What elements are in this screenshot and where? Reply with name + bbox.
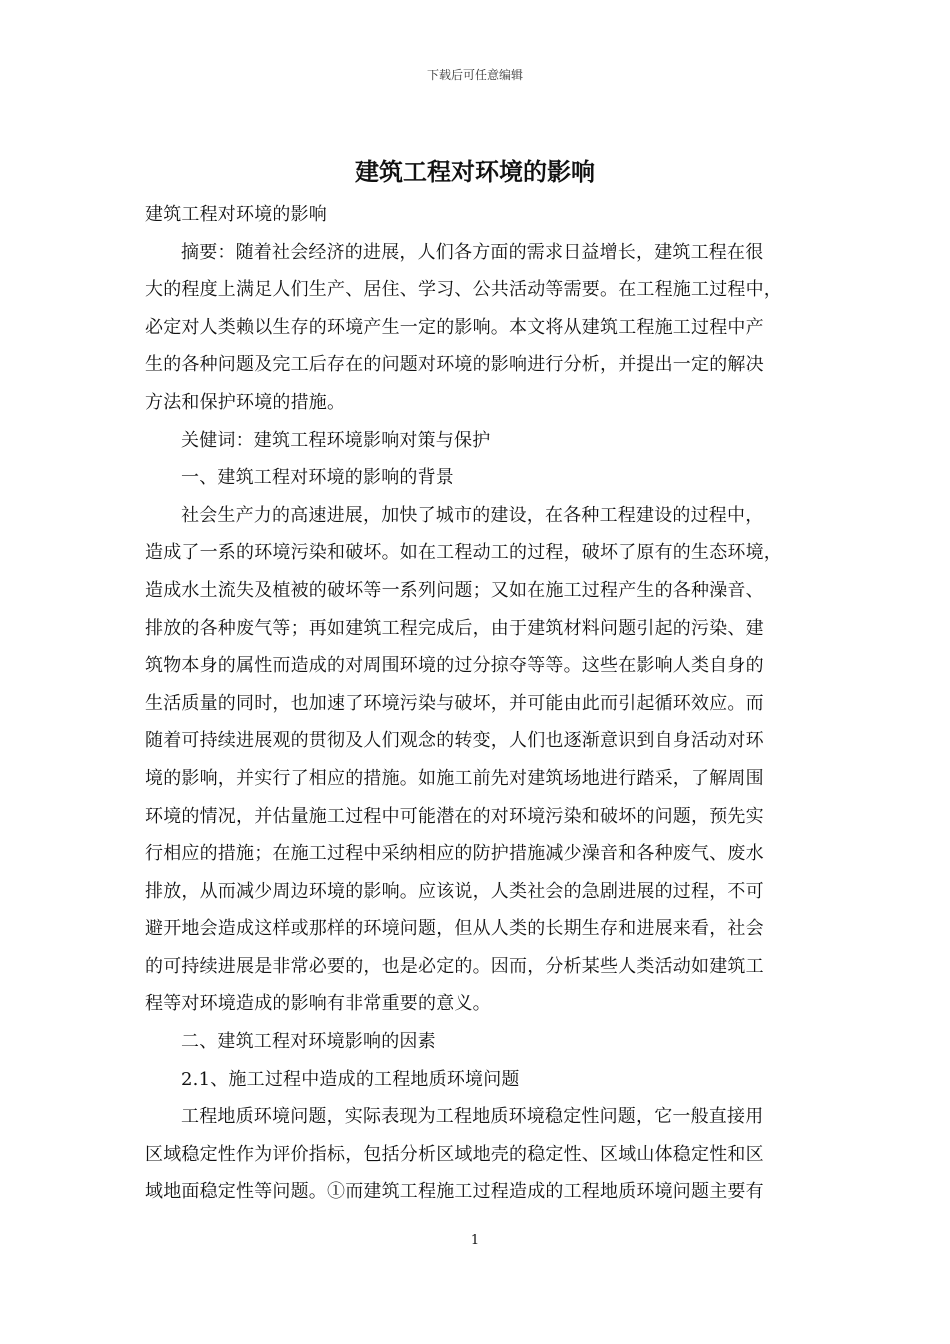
document-title: 建筑工程对环境的影响 <box>355 157 595 186</box>
body-paragraph-line: 的可持续进展是非常必要的，也是必定的。因而，分析某些人类活动如建筑工 <box>145 955 764 977</box>
body-paragraph-line: 排放，从而减少周边环境的影响。应该说，人类社会的急剧进展的过程，不可 <box>145 880 764 902</box>
body-paragraph-line: 域地面稳定性等问题。①而建筑工程施工过程造成的工程地质环境问题主要有 <box>145 1181 764 1203</box>
abstract-paragraph-line: 大的程度上满足人们生产、居住、学习、公共活动等需要。在工程施工过程中， <box>145 279 782 301</box>
body-paragraph-line: 境的影响，并实行了相应的措施。如施工前先对建筑场地进行踏采，了解周围 <box>145 767 764 789</box>
body-paragraph-line: 工程地质环境问题，实际表现为工程地质环境稳定性问题，它一般直接用 <box>181 1106 764 1128</box>
body-paragraph-line: 筑物本身的属性而造成的对周围环境的过分掠夺等等。这些在影响人类自身的 <box>145 655 764 677</box>
body-paragraph-line: 程等对环境造成的影响有非常重要的意义。 <box>145 993 491 1015</box>
body-paragraph-line: 避开地会造成这样或那样的环境问题，但从人类的长期生存和进展来看，社会 <box>145 918 764 940</box>
abstract-paragraph-line: 生的各种问题及完工后存在的问题对环境的影响进行分析，并提出一定的解决 <box>145 354 764 376</box>
body-paragraph-line: 区域稳定性作为评价指标，包括分析区域地壳的稳定性、区域山体稳定性和区 <box>145 1143 764 1165</box>
section-heading: 一、建筑工程对环境的影响的背景 <box>181 467 454 489</box>
abstract-paragraph-line: 摘要：随着社会经济的进展，人们各方面的需求日益增长，建筑工程在很 <box>181 241 764 263</box>
body-paragraph-line: 环境的情况，并估量施工过程中可能潜在的对环境污染和破坏的问题，预先实 <box>145 805 764 827</box>
body-paragraph-line: 社会生产力的高速进展，加快了城市的建设，在各种工程建设的过程中， <box>181 504 764 526</box>
body-paragraph-line: 造成了一系的环境污染和破坏。如在工程动工的过程，破坏了原有的生态环境， <box>145 542 782 564</box>
abstract-paragraph-line: 必定对人类赖以生存的环境产生一定的影响。本文将从建筑工程施工过程中产 <box>145 316 764 338</box>
body-paragraph-line: 行相应的措施；在施工过程中采纳相应的防护措施减少澡音和各种废气、废水 <box>145 843 764 865</box>
body-paragraph-line: 排放的各种废气等；再如建筑工程完成后，由于建筑材料问题引起的污染、建 <box>145 617 764 639</box>
section-heading: 二、建筑工程对环境影响的因素 <box>181 1031 436 1053</box>
page-number: 1 <box>470 1233 480 1248</box>
keywords-line: 关健词：建筑工程环境影响对策与保护 <box>181 429 491 451</box>
subtitle-line: 建筑工程对环境的影响 <box>145 204 327 225</box>
body-paragraph-line: 随着可持续进展观的贯彻及人们观念的转变，人们也逐渐意识到自身活动对环 <box>145 730 764 752</box>
document-body <box>145 196 807 1211</box>
body-paragraph-line: 造成水土流失及植被的破坏等一系列问题；又如在施工过程产生的各种澡音、 <box>145 579 764 601</box>
abstract-paragraph-line: 方法和保护环境的措施。 <box>145 391 346 413</box>
header-note: 下载后可任意编辑 <box>426 68 523 82</box>
body-paragraph-line: 生活质量的同时，也加速了环境污染与破坏，并可能由此而引起循环效应。而 <box>145 692 764 714</box>
subsection-heading: 2.1、施工过程中造成的工程地质环境问题 <box>181 1068 520 1090</box>
